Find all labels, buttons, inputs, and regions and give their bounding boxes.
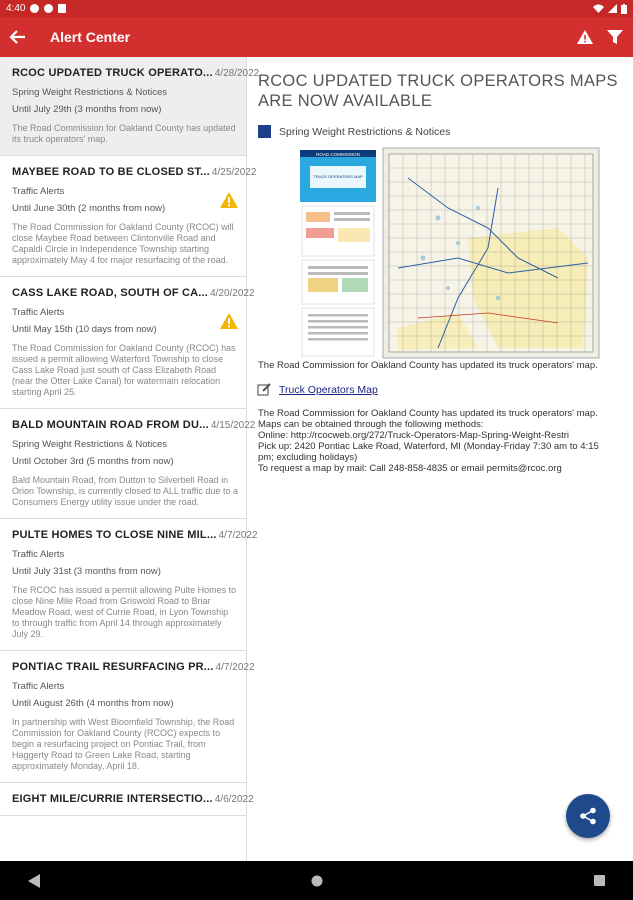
alert-detail bbox=[248, 57, 633, 861]
truck-map-link-row[interactable] bbox=[258, 383, 623, 396]
alert-description: Bald Mountain Road, from Dutton to Silverbell Road in Orion Township, is currently closed to ALL traffic due to a Consumers Energy utility issue under the road. bbox=[12, 475, 238, 507]
warning-icon bbox=[220, 192, 238, 208]
alert-title: PULTE HOMES TO CLOSE NINE MIL... bbox=[12, 529, 217, 541]
alert-date: 4/7/2022 bbox=[218, 530, 258, 541]
alert-date: 4/15/2022 bbox=[210, 420, 256, 431]
alert-list bbox=[0, 57, 260, 861]
alert-category: Traffic Alerts bbox=[12, 681, 65, 692]
alert-until: Until October 3rd (5 months from now) bbox=[12, 456, 174, 467]
arrow-back-icon bbox=[10, 30, 26, 44]
cell-signal-icon bbox=[608, 4, 617, 13]
alert-until: Until June 30th (2 months from now) bbox=[12, 203, 166, 214]
list-item[interactable] bbox=[0, 277, 255, 409]
notification-icon bbox=[58, 4, 66, 13]
detail-category bbox=[258, 125, 623, 138]
list-item[interactable] bbox=[0, 783, 254, 816]
alert-title: RCOC UPDATED TRUCK OPERATO... bbox=[12, 67, 213, 79]
map-brand-text: ROAD COMMISSION bbox=[316, 152, 360, 157]
nav-recents-icon[interactable] bbox=[594, 875, 605, 886]
notification-icon bbox=[44, 4, 53, 13]
alert-title: BALD MOUNTAIN ROAD FROM DU... bbox=[12, 419, 209, 431]
alert-date: 4/28/2022 bbox=[214, 68, 260, 79]
list-item[interactable] bbox=[0, 156, 257, 277]
alert-title: MAYBEE ROAD TO BE CLOSED ST... bbox=[12, 166, 210, 178]
detail-title: RCOC UPDATED TRUCK OPERATORS MAPS ARE NOW AVAILABLE bbox=[258, 72, 618, 110]
warning-icon bbox=[220, 313, 238, 329]
status-time: 4:40 bbox=[6, 3, 26, 14]
filter-icon[interactable] bbox=[607, 30, 623, 44]
alert-date: 4/6/2022 bbox=[214, 794, 254, 805]
alert-description: The RCOC has issued a permit allowing Pulte Homes to close Nine Mile Road from Griswold Road to Briar Meadow Road, west of Currie Road, in Lyon Township to through traffic from April 14 through approximately July 29. bbox=[12, 585, 237, 639]
detail-body-line: Pick up: 2420 Pontiac Lake Road, Waterford, MI (Monday-Friday 7:30 am to 4:15 bbox=[258, 441, 599, 452]
alert-description: In partnership with West Bloomfield Township, the Road Commission for Oakland County (RCOC) expects to begin a resurfacing project on Pontiac Trail, from Haggerty Road to Green Lake Road, starting approximately Monday, April 18. bbox=[12, 717, 235, 771]
alert-category: Traffic Alerts bbox=[12, 549, 65, 560]
alert-category: Spring Weight Restrictions & Notices bbox=[12, 87, 168, 98]
detail-body-line: The Road Commission for Oakland County has updated its truck operators' map. bbox=[258, 408, 598, 419]
map-subtitle-text: TRUCK OPERATORS MAP bbox=[313, 174, 363, 179]
system-nav-bar bbox=[0, 861, 633, 900]
nav-back-icon[interactable] bbox=[28, 874, 40, 888]
back-button[interactable] bbox=[0, 17, 36, 57]
alert-description: The Road Commission for Oakland County (RCOC) will close Maybee Road between Clintonville Road and Capaldi Circle in Independence Township starting approximately May 4 for major resurfacing of the road. bbox=[12, 222, 234, 265]
detail-intro: The Road Commission for Oakland County has updated its truck operators' map. bbox=[258, 360, 598, 371]
warning-filter-icon[interactable] bbox=[577, 30, 593, 44]
detail-body-line: To request a map by mail: Call 248-858-4835 or email permits@rcoc.org bbox=[258, 463, 562, 474]
alert-date: 4/7/2022 bbox=[215, 662, 255, 673]
page-title: Alert Center bbox=[50, 29, 131, 45]
battery-icon bbox=[621, 4, 627, 14]
app-bar bbox=[0, 17, 633, 57]
alert-date: 4/20/2022 bbox=[210, 288, 255, 299]
alert-date: 4/25/2022 bbox=[211, 167, 257, 178]
list-item[interactable] bbox=[0, 409, 256, 519]
detail-body bbox=[258, 408, 623, 474]
truck-operators-map-link[interactable]: Truck Operators Map bbox=[279, 383, 378, 396]
edit-icon bbox=[258, 383, 271, 396]
alert-until: Until May 15th (10 days from now) bbox=[12, 324, 157, 335]
alert-title: EIGHT MILE/CURRIE INTERSECTIO... bbox=[12, 793, 213, 805]
alert-description: The Road Commission for Oakland County (RCOC) has issued a permit allowing Waterford Township to close Cass Lake Road just south of Cass Elizabeth Road (near the Otter Lake Canal) for watermain relocation starting April 25. bbox=[12, 343, 236, 397]
alert-category: Traffic Alerts bbox=[12, 186, 65, 197]
share-icon bbox=[579, 807, 597, 825]
alert-description: The Road Commission for Oakland County has updated its truck operators' map. bbox=[12, 123, 236, 144]
share-button[interactable] bbox=[566, 794, 610, 838]
alert-title: PONTIAC TRAIL RESURFACING PR... bbox=[12, 661, 214, 673]
alert-title: CASS LAKE ROAD, SOUTH OF CA... bbox=[12, 287, 209, 299]
detail-category-label: Spring Weight Restrictions & Notices bbox=[279, 125, 451, 138]
list-item[interactable] bbox=[0, 57, 260, 156]
list-item[interactable] bbox=[0, 519, 258, 651]
notification-icon bbox=[30, 4, 39, 13]
alert-until: Until August 26th (4 months from now) bbox=[12, 698, 174, 709]
detail-body-line: Online: http://rcocweb.org/272/Truck-Operators-Map-Spring-Weight-Restri bbox=[258, 430, 569, 441]
wifi-icon bbox=[593, 4, 604, 13]
alert-until: Until July 31st (3 months from now) bbox=[12, 566, 161, 577]
map-illustration bbox=[258, 148, 623, 360]
detail-body-line: Maps can be obtained through the following methods: bbox=[258, 419, 484, 430]
nav-home-icon[interactable] bbox=[311, 875, 323, 887]
detail-body-line: pm; excluding holidays) bbox=[258, 452, 358, 463]
list-item[interactable] bbox=[0, 651, 255, 783]
truck-map-image[interactable] bbox=[258, 148, 623, 360]
alert-until: Until July 29th (3 months from now) bbox=[12, 104, 162, 115]
category-color-swatch bbox=[258, 125, 271, 138]
status-bar bbox=[0, 0, 633, 17]
alert-category: Traffic Alerts bbox=[12, 307, 65, 318]
alert-category: Spring Weight Restrictions & Notices bbox=[12, 439, 168, 450]
